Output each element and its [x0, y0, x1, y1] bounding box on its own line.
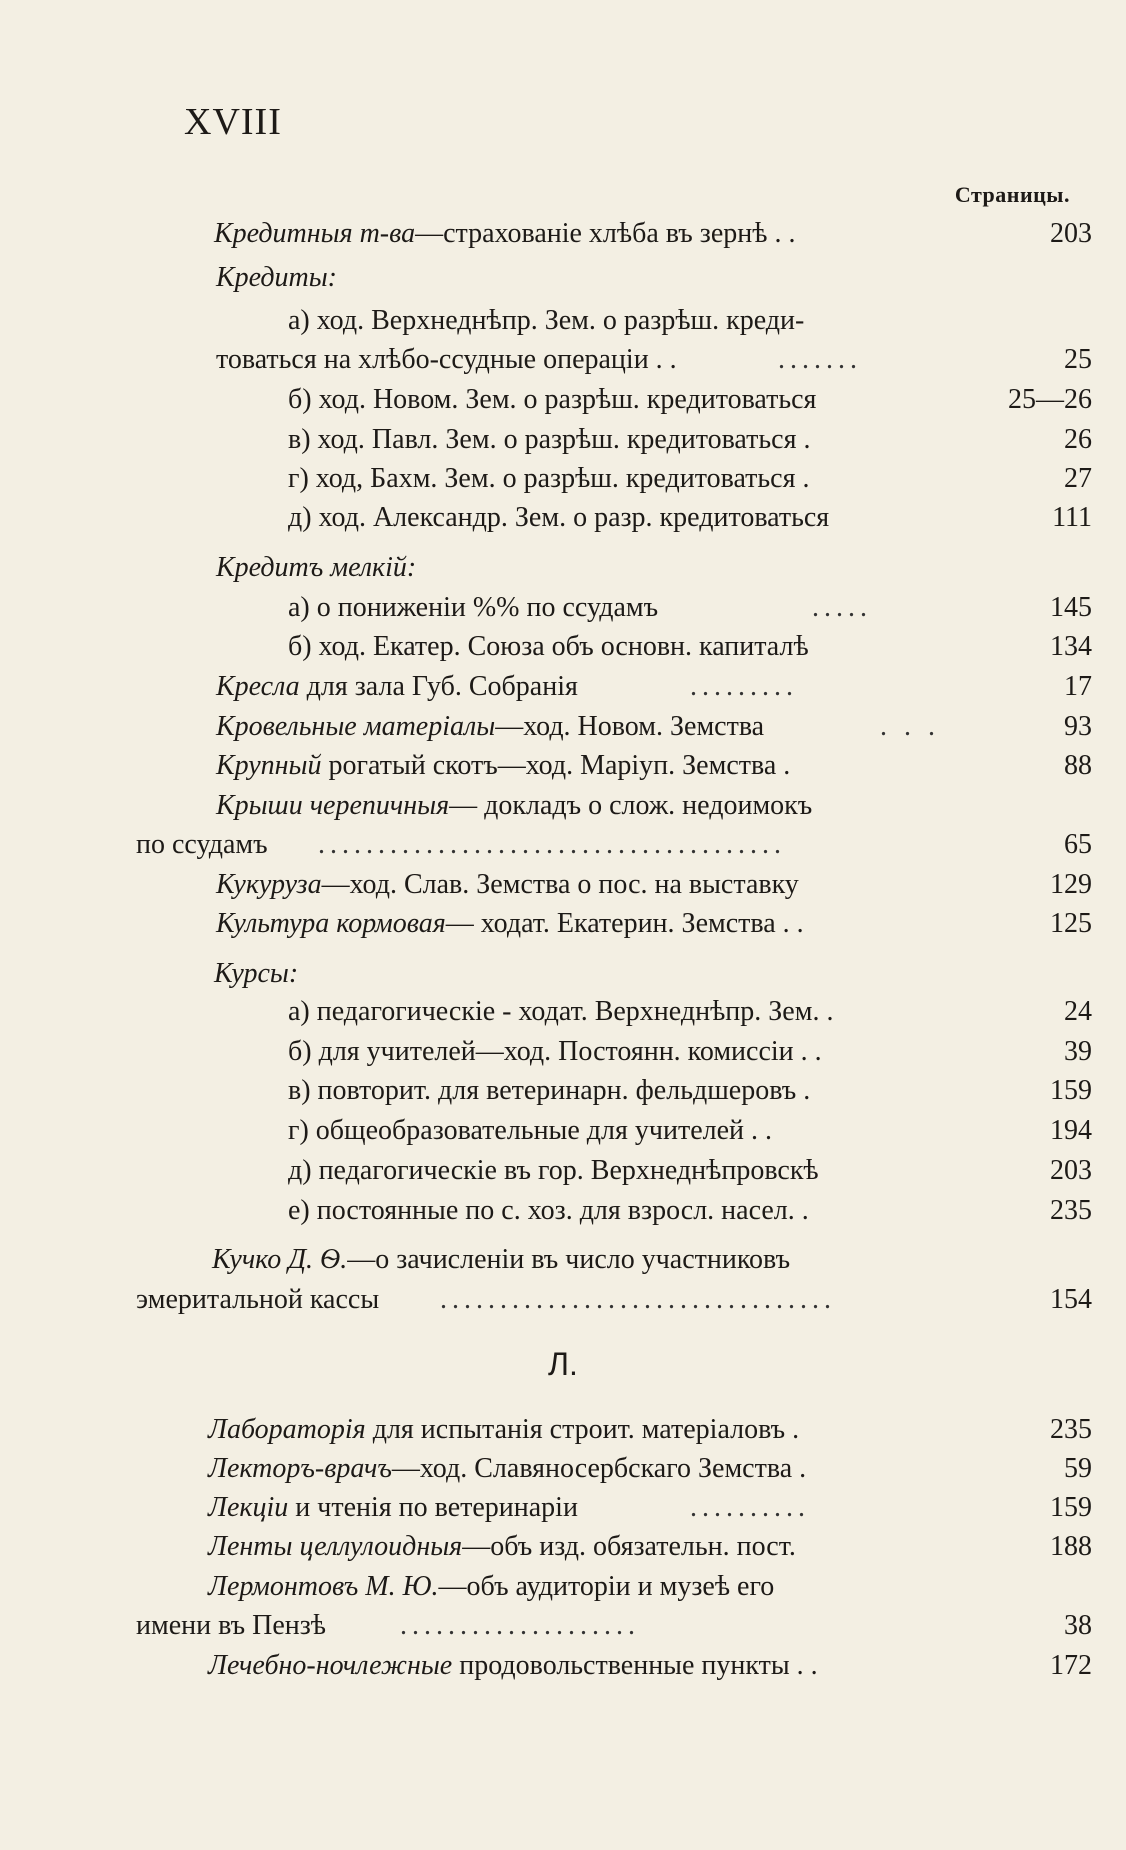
entry-text: и чтенія по ветеринаріи: [288, 1492, 578, 1523]
index-entry: [0, 954, 1126, 994]
entry-text: — ходат. Екатерин. Земства . .: [445, 908, 804, 939]
entry-text: имени въ Пензѣ: [136, 1610, 326, 1641]
index-entry: [0, 667, 1126, 707]
entry-term: Кровельные матеріалы: [216, 711, 496, 742]
entry-page: 17: [1064, 671, 1092, 702]
entry-term: Кредитъ мелкій:: [216, 552, 417, 583]
entry-page: 235: [1050, 1414, 1092, 1445]
index-entry: [0, 1410, 1126, 1450]
entry-page: 154: [1050, 1284, 1092, 1315]
entry-text: б) для учителей—ход. Постоянн. комиссіи . .: [288, 1036, 822, 1067]
entry-page: 129: [1050, 869, 1092, 900]
dot-leader: ..........: [690, 1492, 810, 1523]
entry-page: 134: [1050, 631, 1092, 662]
index-entry: [0, 992, 1126, 1032]
index-entry: [0, 1606, 1126, 1646]
entry-term: Лекторъ-врачъ: [208, 1453, 392, 1484]
entry-text: е) постоянные по с. хоз. для взросл. насел. .: [288, 1195, 809, 1226]
entry-page: 235: [1050, 1195, 1092, 1226]
index-entry: [0, 1488, 1126, 1528]
entry-text: —страхованіе хлѣба въ зернѣ . .: [415, 218, 796, 249]
section-letter: Л.: [548, 1346, 578, 1382]
entry-page: 111: [1052, 502, 1092, 533]
entry-page: 27: [1064, 463, 1092, 494]
entry-text: г) общеобразовательные для учителей . .: [288, 1115, 773, 1146]
dot-leader: .....: [812, 592, 872, 623]
index-entry: [0, 1567, 1126, 1607]
dot-leader: ....................: [400, 1610, 640, 1641]
entry-text: для испытанія строит. матеріаловъ .: [365, 1414, 800, 1445]
entry-term: Кукуруза: [216, 869, 322, 900]
index-entry: [0, 1240, 1126, 1280]
entry-text: — докладъ о слож. недоимокъ: [449, 790, 813, 821]
entry-term: Лабораторія: [208, 1414, 366, 1445]
entry-term: Лермонтовъ М. Ю.: [208, 1571, 439, 1602]
index-entry: [0, 1646, 1126, 1686]
entry-text: —о зачисленіи въ число участниковъ: [347, 1244, 791, 1275]
index-entry: [0, 1191, 1126, 1231]
entry-text: д) ход. Александр. Зем. о разр. кредитоваться: [288, 502, 830, 533]
entry-text: б) ход. Екатер. Союза объ основн. капиталѣ: [288, 631, 809, 662]
pages-column-header: Страницы.: [954, 182, 1070, 207]
entry-page: 88: [1064, 750, 1092, 781]
entry-text: в) ход. Павл. Зем. о разрѣш. кредитоваться .: [288, 424, 811, 455]
index-entry: [0, 825, 1126, 865]
entry-term: Лечебно-ночлежные: [208, 1650, 453, 1681]
entry-page: 93: [1064, 711, 1092, 742]
index-entry: [0, 380, 1126, 420]
index-entry: [0, 1280, 1126, 1320]
entry-text: —объ изд. обязательн. пост.: [462, 1531, 796, 1562]
entry-page: 172: [1050, 1650, 1092, 1681]
entry-text: б) ход. Новом. Зем. о разрѣш. кредитоваться: [288, 384, 817, 415]
entry-term: Кресла: [216, 671, 300, 702]
entry-page: 203: [1050, 218, 1092, 249]
index-entry: [0, 627, 1126, 667]
index-entry: [0, 904, 1126, 944]
entry-term: Ленты целлулоидныя: [208, 1531, 463, 1562]
entry-text: рогатый скотъ—ход. Маріуп. Земства .: [321, 750, 791, 781]
entry-page: 159: [1050, 1075, 1092, 1106]
entry-page: 25—26: [1008, 384, 1092, 415]
index-entry: [0, 865, 1126, 905]
entry-term: Кредиты:: [216, 262, 337, 293]
entry-text: а) педагогическіе - ходат. Верхнеднѣпр. Зем. .: [288, 996, 834, 1027]
entry-text: —ход. Славяносербскаго Земства .: [391, 1453, 807, 1484]
index-entry: [0, 707, 1126, 747]
index-entry: [0, 746, 1126, 786]
dot-leader: .................................: [440, 1284, 836, 1315]
entry-text: —объ аудиторіи и музеѣ его: [438, 1571, 775, 1602]
index-entry: [0, 1071, 1126, 1111]
entry-page: 25: [1064, 344, 1092, 375]
entry-page: 159: [1050, 1492, 1092, 1523]
entry-term: Крыши черепичныя: [216, 790, 450, 821]
entry-term: Кучко Д. Ѳ.: [212, 1244, 348, 1275]
dot-leader: . . .: [880, 711, 940, 742]
entry-text: г) ход, Бахм. Зем. о разрѣш. кредитоваться .: [288, 463, 810, 494]
entry-page: 39: [1064, 1036, 1092, 1067]
entry-page: 194: [1050, 1115, 1092, 1146]
entry-text: по ссудамъ: [136, 829, 268, 860]
entry-text: д) педагогическіе въ гор. Верхнеднѣпровскѣ: [288, 1155, 819, 1186]
index-entry: [0, 1032, 1126, 1072]
index-entry: [0, 420, 1126, 460]
index-entry: [0, 1111, 1126, 1151]
entry-page: 24: [1064, 996, 1092, 1027]
entry-text: —ход. Слав. Земства о пос. на выставку: [321, 869, 799, 900]
dot-leader: .......................................: [318, 829, 786, 860]
entry-term: Культура кормовая: [216, 908, 446, 939]
entry-page: 203: [1050, 1155, 1092, 1186]
entry-text: в) повторит. для ветеринарн. фельдшеровъ .: [288, 1075, 811, 1106]
entry-page: 145: [1050, 592, 1092, 623]
page-number: XVIII: [184, 101, 282, 143]
index-entry: [0, 548, 1126, 588]
entry-text: эмеритальной кассы: [136, 1284, 380, 1315]
entry-term: Крупный: [216, 750, 322, 781]
entry-text: —ход. Новом. Земства: [495, 711, 765, 742]
index-entry: [0, 786, 1126, 826]
entry-term: Курсы:: [214, 958, 299, 989]
index-entry: [0, 588, 1126, 628]
index-entry: [0, 214, 1126, 254]
dot-leader: .......: [778, 344, 862, 375]
index-entry: [0, 301, 1126, 341]
entry-page: 38: [1064, 1610, 1092, 1641]
entry-text: а) ход. Верхнеднѣпр. Зем. о разрѣш. креди-: [288, 305, 805, 336]
entry-page: 188: [1050, 1531, 1092, 1562]
index-entry: [0, 1449, 1126, 1489]
index-entry: [0, 498, 1126, 538]
entry-text: для зала Губ. Собранія: [299, 671, 578, 702]
entry-term: Лекціи: [208, 1492, 289, 1523]
index-entry: [0, 1151, 1126, 1191]
index-entry: [0, 1527, 1126, 1567]
entry-page: 125: [1050, 908, 1092, 939]
entry-page: 65: [1064, 829, 1092, 860]
entry-term: Кредитныя т-ва: [214, 218, 416, 249]
index-entry: [0, 340, 1126, 380]
entry-text: а) о пониженіи %% по ссудамъ: [288, 592, 659, 623]
entry-page: 59: [1064, 1453, 1092, 1484]
entry-text: товаться на хлѣбо-ссудные операціи . .: [216, 344, 677, 375]
entry-page: 26: [1064, 424, 1092, 455]
entry-text: продовольственные пункты . .: [452, 1650, 818, 1681]
index-entry: [0, 459, 1126, 499]
dot-leader: .........: [690, 671, 798, 702]
index-entry: [0, 258, 1126, 298]
